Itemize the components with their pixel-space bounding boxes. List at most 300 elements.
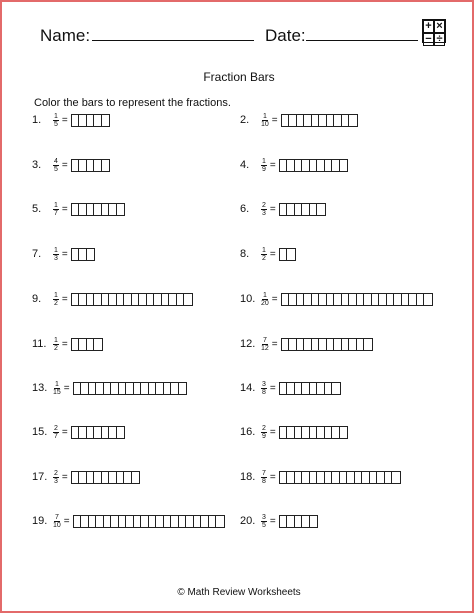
bar-cell[interactable] (126, 516, 134, 527)
fraction (53, 113, 59, 128)
equals-sign: = (63, 515, 70, 527)
bar-cell[interactable] (340, 427, 348, 438)
minus-icon: − (423, 33, 434, 46)
fraction-numerator: 1 (54, 291, 58, 299)
bar-cell[interactable] (87, 160, 95, 171)
equals-sign: = (63, 382, 70, 394)
bar-cell[interactable] (334, 339, 342, 350)
fraction-bar (279, 515, 319, 528)
bar-cell[interactable] (287, 516, 295, 527)
problem-item (32, 199, 125, 219)
bar-cell[interactable] (156, 383, 164, 394)
bar-cell[interactable] (164, 383, 172, 394)
fraction-numerator: 7 (262, 336, 267, 344)
fraction (53, 202, 59, 217)
bar-cell[interactable] (94, 294, 102, 305)
bar-cell[interactable] (194, 516, 202, 527)
fraction-bar (71, 203, 126, 216)
bar-cell[interactable] (287, 204, 295, 215)
bar-cell[interactable] (372, 294, 380, 305)
bar-cell[interactable] (312, 294, 320, 305)
bar-cell[interactable] (119, 516, 127, 527)
times-icon: × (434, 20, 445, 33)
bar-cell[interactable] (327, 339, 335, 350)
bar-cell[interactable] (209, 516, 217, 527)
fraction-denominator: 5 (54, 120, 58, 128)
problem-item (32, 155, 110, 175)
equals-sign: = (269, 382, 276, 394)
bar-cell[interactable] (304, 339, 312, 350)
bar-cell[interactable] (302, 383, 310, 394)
bar-cell[interactable] (289, 339, 297, 350)
bar-cell[interactable] (332, 160, 340, 171)
bar-cell[interactable] (295, 427, 303, 438)
problem-number: 13. (32, 382, 48, 394)
equals-sign: = (269, 426, 276, 438)
bar-cell[interactable] (124, 294, 132, 305)
bar-cell[interactable] (385, 472, 393, 483)
fraction-numerator: 2 (54, 424, 58, 432)
fraction (261, 247, 267, 262)
fraction-numerator: 3 (262, 513, 266, 521)
bar-cell[interactable] (280, 427, 288, 438)
bar-cell[interactable] (79, 204, 87, 215)
problem-item (32, 289, 193, 309)
bar-cell[interactable] (94, 115, 102, 126)
equals-sign: = (61, 248, 68, 260)
bar-cell[interactable] (141, 383, 149, 394)
bar-cell[interactable] (347, 472, 355, 483)
bar-cell[interactable] (317, 204, 325, 215)
bar-cell[interactable] (297, 339, 305, 350)
bar-cell[interactable] (280, 249, 288, 260)
bar-cell[interactable] (132, 294, 140, 305)
problem-number: 11. (32, 338, 47, 350)
bar-cell[interactable] (280, 516, 288, 527)
bar-cell[interactable] (72, 427, 80, 438)
bar-cell[interactable] (297, 294, 305, 305)
fraction-bar (279, 248, 296, 261)
bar-cell[interactable] (392, 472, 400, 483)
bar-cell[interactable] (370, 472, 378, 483)
bar-cell[interactable] (304, 115, 312, 126)
bar-cell[interactable] (334, 115, 342, 126)
bar-cell[interactable] (295, 472, 303, 483)
date-label: Date: (265, 26, 306, 45)
bar-cell[interactable] (357, 294, 365, 305)
fraction-denominator: 9 (262, 165, 266, 173)
bar-cell[interactable] (287, 160, 295, 171)
bar-cell[interactable] (327, 294, 335, 305)
bar-cell[interactable] (96, 383, 104, 394)
bar-cell[interactable] (94, 204, 102, 215)
fraction-denominator: 20 (261, 299, 269, 307)
bar-cell[interactable] (87, 427, 95, 438)
equals-sign: = (61, 159, 68, 171)
fraction-denominator: 10 (261, 120, 269, 128)
bar-cell[interactable] (317, 472, 325, 483)
bar-cell[interactable] (126, 383, 134, 394)
bar-cell[interactable] (79, 160, 87, 171)
fraction-numerator: 1 (54, 380, 59, 388)
bar-cell[interactable] (134, 383, 142, 394)
fraction (53, 470, 59, 485)
bar-cell[interactable] (332, 427, 340, 438)
bar-cell[interactable] (282, 339, 290, 350)
bar-cell[interactable] (332, 472, 340, 483)
bar-cell[interactable] (310, 516, 318, 527)
bar-cell[interactable] (149, 383, 157, 394)
bar-cell[interactable] (280, 204, 288, 215)
bar-cell[interactable] (295, 383, 303, 394)
fraction-numerator: 3 (262, 380, 266, 388)
problem-item (240, 334, 373, 354)
bar-cell[interactable] (280, 160, 288, 171)
bar-cell[interactable] (364, 339, 372, 350)
bar-cell[interactable] (364, 294, 372, 305)
fraction-numerator: 1 (54, 112, 58, 120)
problem-number: 1. (32, 114, 42, 126)
equals-sign: = (271, 114, 278, 126)
bar-cell[interactable] (134, 516, 142, 527)
bar-cell[interactable] (179, 383, 187, 394)
fraction (261, 202, 267, 217)
bar-cell[interactable] (302, 427, 310, 438)
bar-cell[interactable] (295, 160, 303, 171)
problem-item (32, 511, 225, 531)
problem-number: 19. (32, 515, 48, 527)
bar-cell[interactable] (310, 472, 318, 483)
fraction-bar (71, 338, 103, 351)
fraction (53, 425, 59, 440)
bar-cell[interactable] (297, 115, 305, 126)
bar-cell[interactable] (79, 472, 87, 483)
bar-cell[interactable] (117, 294, 125, 305)
bar-cell[interactable] (304, 294, 312, 305)
fraction-bar (71, 293, 193, 306)
problem-item (32, 110, 110, 130)
bar-cell[interactable] (280, 383, 288, 394)
bar-cell[interactable] (154, 294, 162, 305)
bar-cell[interactable] (162, 294, 170, 305)
bar-cell[interactable] (387, 294, 395, 305)
bar-cell[interactable] (310, 204, 318, 215)
bar-cell[interactable] (109, 472, 117, 483)
equals-sign: = (271, 338, 278, 350)
bar-cell[interactable] (171, 516, 179, 527)
bar-cell[interactable] (310, 160, 318, 171)
problem-number: 2. (240, 114, 250, 126)
fraction-denominator: 7 (54, 432, 58, 440)
bar-cell[interactable] (357, 339, 365, 350)
fraction-numerator: 7 (54, 513, 59, 521)
fraction-numerator: 1 (262, 112, 267, 120)
problem-item (240, 422, 348, 442)
bar-cell[interactable] (117, 204, 125, 215)
bar-cell[interactable] (287, 427, 295, 438)
bar-cell[interactable] (310, 427, 318, 438)
fraction-bar (279, 159, 349, 172)
problem-number: 6. (240, 203, 250, 215)
bar-cell[interactable] (349, 115, 357, 126)
fraction-numerator: 1 (54, 336, 58, 344)
bar-cell[interactable] (355, 472, 363, 483)
fraction-numerator: 1 (262, 291, 267, 299)
bar-cell[interactable] (312, 339, 320, 350)
problem-item (32, 378, 187, 398)
problem-number: 4. (240, 159, 250, 171)
bar-cell[interactable] (186, 516, 194, 527)
bar-cell[interactable] (102, 160, 110, 171)
bar-cell[interactable] (377, 472, 385, 483)
bar-cell[interactable] (102, 427, 110, 438)
bar-cell[interactable] (79, 339, 87, 350)
fraction (261, 113, 269, 128)
bar-cell[interactable] (402, 294, 410, 305)
equals-sign: = (61, 293, 68, 305)
bar-cell[interactable] (94, 427, 102, 438)
fraction-numerator: 1 (54, 246, 58, 254)
bar-cell[interactable] (141, 516, 149, 527)
bar-cell[interactable] (72, 294, 80, 305)
fraction-denominator: 3 (54, 254, 58, 262)
fraction-bar (281, 114, 358, 127)
bar-cell[interactable] (424, 294, 432, 305)
bar-cell[interactable] (111, 383, 119, 394)
fraction-bar (71, 248, 96, 261)
bar-cell[interactable] (79, 294, 87, 305)
bar-cell[interactable] (317, 383, 325, 394)
fraction (53, 247, 59, 262)
bar-cell[interactable] (87, 294, 95, 305)
bar-cell[interactable] (87, 249, 95, 260)
problem-number: 18. (240, 471, 256, 483)
bar-cell[interactable] (317, 427, 325, 438)
bar-cell[interactable] (96, 516, 104, 527)
divide-icon: ÷ (434, 33, 445, 46)
equals-sign: = (61, 338, 68, 350)
fraction (261, 381, 267, 396)
bar-cell[interactable] (109, 294, 117, 305)
bar-cell[interactable] (362, 472, 370, 483)
problem-number: 20. (240, 515, 256, 527)
fraction-denominator: 10 (53, 521, 61, 529)
bar-cell[interactable] (87, 472, 95, 483)
bar-cell[interactable] (124, 472, 132, 483)
fraction (261, 292, 269, 307)
bar-cell[interactable] (319, 294, 327, 305)
bar-cell[interactable] (342, 115, 350, 126)
bar-cell[interactable] (117, 427, 125, 438)
bar-cell[interactable] (295, 204, 303, 215)
bar-cell[interactable] (139, 294, 147, 305)
fraction (53, 292, 59, 307)
bar-cell[interactable] (102, 294, 110, 305)
bar-cell[interactable] (302, 472, 310, 483)
bar-cell[interactable] (164, 516, 172, 527)
bar-cell[interactable] (287, 249, 295, 260)
fraction (261, 470, 267, 485)
bar-cell[interactable] (102, 115, 110, 126)
fraction (53, 514, 61, 529)
bar-cell[interactable] (295, 516, 303, 527)
fraction (261, 337, 269, 352)
bar-cell[interactable] (89, 383, 97, 394)
bar-cell[interactable] (74, 383, 82, 394)
bar-cell[interactable] (302, 516, 310, 527)
bar-cell[interactable] (94, 472, 102, 483)
bar-cell[interactable] (72, 472, 80, 483)
bar-cell[interactable] (325, 427, 333, 438)
bar-cell[interactable] (179, 516, 187, 527)
bar-cell[interactable] (104, 516, 112, 527)
equals-sign: = (61, 426, 68, 438)
bar-cell[interactable] (216, 516, 224, 527)
problem-number: 17. (32, 471, 48, 483)
bar-cell[interactable] (169, 294, 177, 305)
bar-cell[interactable] (325, 160, 333, 171)
fraction-denominator: 9 (262, 432, 266, 440)
bar-cell[interactable] (184, 294, 192, 305)
problem-number: 16. (240, 426, 256, 438)
header (40, 24, 470, 48)
problem-item (240, 199, 326, 219)
fraction-bar (71, 471, 141, 484)
bar-cell[interactable] (282, 294, 290, 305)
bar-cell[interactable] (109, 427, 117, 438)
bar-cell[interactable] (102, 204, 110, 215)
bar-cell[interactable] (334, 294, 342, 305)
bar-cell[interactable] (332, 383, 340, 394)
bar-cell[interactable] (87, 204, 95, 215)
bar-cell[interactable] (79, 115, 87, 126)
problem-item (32, 422, 125, 442)
bar-cell[interactable] (87, 339, 95, 350)
bar-cell[interactable] (394, 294, 402, 305)
bar-cell[interactable] (325, 383, 333, 394)
instructions: Color the bars to represent the fractions. (34, 97, 231, 109)
bar-cell[interactable] (289, 294, 297, 305)
equals-sign: = (269, 471, 276, 483)
bar-cell[interactable] (94, 160, 102, 171)
problem-item (240, 244, 296, 264)
bar-cell[interactable] (117, 472, 125, 483)
bar-cell[interactable] (72, 204, 80, 215)
fraction-bar (281, 293, 433, 306)
bar-cell[interactable] (177, 294, 185, 305)
fraction-denominator: 2 (54, 299, 58, 307)
bar-cell[interactable] (81, 383, 89, 394)
fraction-bar (279, 382, 341, 395)
bar-cell[interactable] (156, 516, 164, 527)
bar-cell[interactable] (111, 516, 119, 527)
bar-cell[interactable] (319, 115, 327, 126)
fraction-numerator: 2 (54, 469, 58, 477)
problem-number: 5. (32, 203, 42, 215)
bar-cell[interactable] (79, 249, 87, 260)
fraction-denominator: 3 (262, 209, 266, 217)
bar-cell[interactable] (325, 472, 333, 483)
fraction-denominator: 8 (262, 477, 266, 485)
bar-cell[interactable] (149, 516, 157, 527)
bar-cell[interactable] (282, 115, 290, 126)
bar-cell[interactable] (327, 115, 335, 126)
bar-cell[interactable] (310, 383, 318, 394)
bar-cell[interactable] (379, 294, 387, 305)
fraction (53, 337, 59, 352)
bar-cell[interactable] (119, 383, 127, 394)
bar-cell[interactable] (72, 339, 80, 350)
bar-cell[interactable] (287, 383, 295, 394)
bar-cell[interactable] (81, 516, 89, 527)
bar-cell[interactable] (89, 516, 97, 527)
fraction-denominator: 8 (262, 388, 266, 396)
bar-cell[interactable] (171, 383, 179, 394)
bar-cell[interactable] (74, 516, 82, 527)
problem-item (32, 244, 95, 264)
bar-cell[interactable] (302, 204, 310, 215)
math-operations-logo (422, 19, 446, 43)
fraction (261, 425, 267, 440)
bar-cell[interactable] (147, 294, 155, 305)
bar-cell[interactable] (340, 472, 348, 483)
bar-cell[interactable] (302, 160, 310, 171)
problem-number: 14. (240, 382, 256, 394)
bar-cell[interactable] (342, 294, 350, 305)
bar-cell[interactable] (79, 427, 87, 438)
bar-cell[interactable] (102, 472, 110, 483)
bar-cell[interactable] (132, 472, 140, 483)
bar-cell[interactable] (87, 115, 95, 126)
bar-cell[interactable] (349, 294, 357, 305)
bar-cell[interactable] (409, 294, 417, 305)
bar-cell[interactable] (72, 115, 80, 126)
equals-sign: = (269, 159, 276, 171)
bar-cell[interactable] (201, 516, 209, 527)
bar-cell[interactable] (72, 249, 80, 260)
problem-number: 7. (32, 248, 42, 260)
bar-cell[interactable] (349, 339, 357, 350)
equals-sign: = (61, 114, 68, 126)
fraction-bar (73, 515, 225, 528)
problem-number: 12. (240, 338, 256, 350)
bar-cell[interactable] (289, 115, 297, 126)
bar-cell[interactable] (94, 339, 102, 350)
bar-cell[interactable] (72, 160, 80, 171)
fraction-numerator: 1 (262, 246, 266, 254)
footer-copyright: © Math Review Worksheets (177, 587, 301, 598)
name-line (92, 40, 254, 41)
bar-cell[interactable] (317, 160, 325, 171)
fraction-bar (279, 426, 349, 439)
bar-cell[interactable] (417, 294, 425, 305)
bar-cell[interactable] (287, 472, 295, 483)
fraction-bar (71, 426, 126, 439)
problem-item (240, 511, 318, 531)
problem-number: 8. (240, 248, 250, 260)
bar-cell[interactable] (104, 383, 112, 394)
bar-cell[interactable] (109, 204, 117, 215)
bar-cell[interactable] (342, 339, 350, 350)
equals-sign: = (271, 293, 278, 305)
bar-cell[interactable] (340, 160, 348, 171)
bar-cell[interactable] (312, 115, 320, 126)
fraction-numerator: 2 (262, 424, 266, 432)
fraction-bar (71, 114, 111, 127)
bar-cell[interactable] (280, 472, 288, 483)
problem-number: 9. (32, 293, 42, 305)
bar-cell[interactable] (319, 339, 327, 350)
